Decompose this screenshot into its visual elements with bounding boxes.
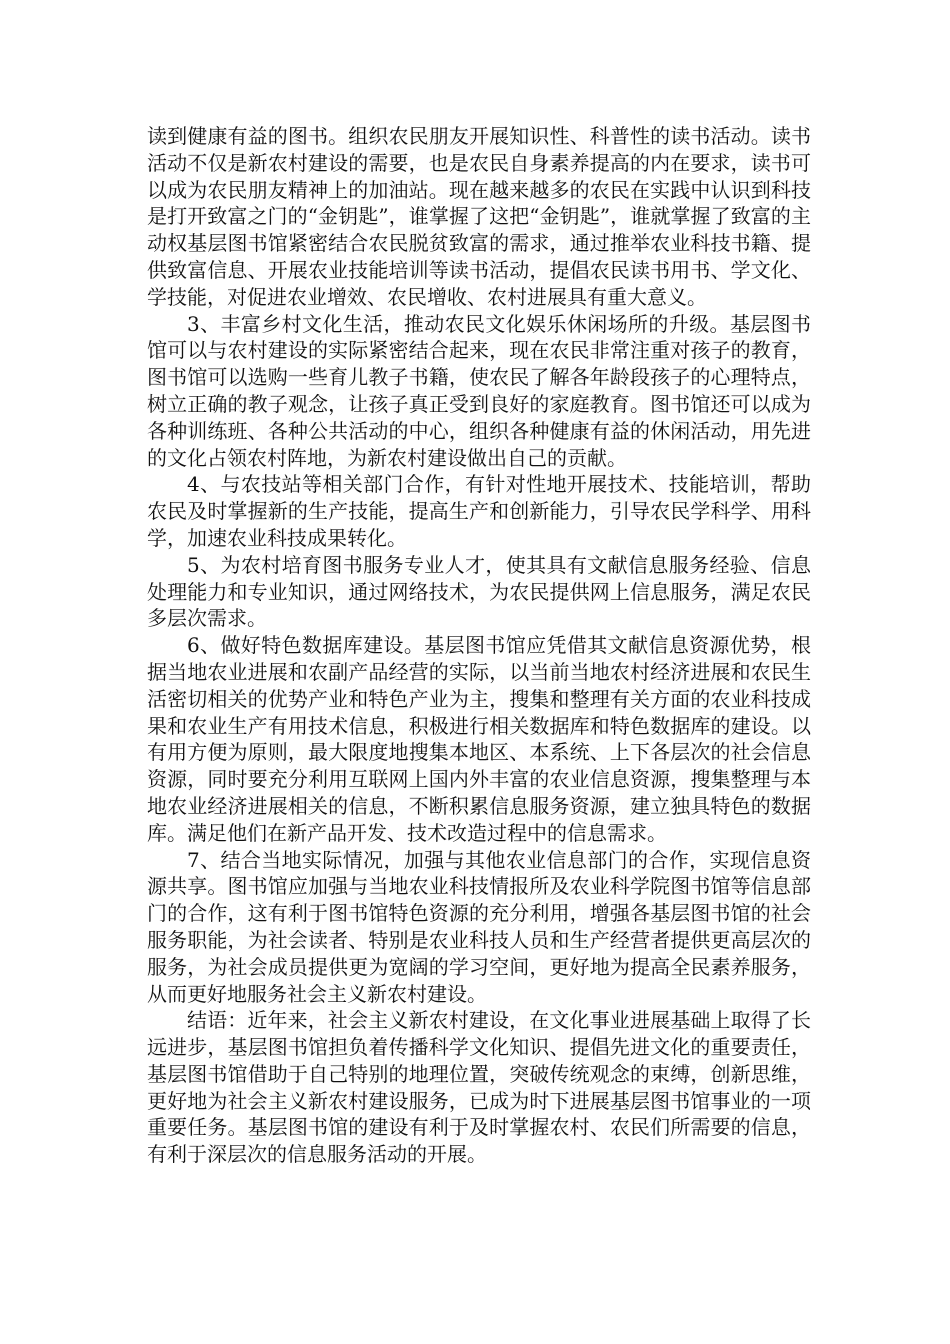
paragraph-item-5: 5、为农村培育图书服务专业人才，使其具有文献信息服务经验、信息处理能力和专业知识，通过网络技术，为农民提供网上信息服务，满足农民多层次需求。 — [147, 552, 811, 631]
paragraph-item-4: 4、与农技站等相关部门合作，有针对性地开展技术、技能培训，帮助农民及时掌握新的生产技能，提高生产和创新能力，引导农民学科学、用科学，加速农业科技成果转化。 — [147, 472, 811, 550]
paragraph-continuation: 读到健康有益的图书。组织农民朋友开展知识性、科普性的读书活动。读书活动不仅是新农村建设的需要，也是农民自身素养提高的内在要求，读书可以成为农民朋友精神上的加油站。现在越来越多的农民在实践中认识到科技是打开致富之门的“金钥匙”，谁掌握了这把“金钥匙”，谁就掌握了致富的主动权基层图书馆紧密结合农民脱贫致富的需求，通过推举农业科技书籍、提供致富信息、开展农业技能培训等读书活动，提倡农民读书用书、学文化、学技能，对促进农业增效、农民增收、农村进展具有重大意义。 — [147, 124, 811, 309]
paragraph-conclusion: 结语：近年来，社会主义新农村建设，在文化事业进展基础上取得了长远进步，基层图书馆担负着传播科学文化知识、提倡先进文化的重要责任，基层图书馆借助于自己特别的地理位置，突破传统观念的束缚，创新思维，更好地为社会主义新农村建设服务，已成为时下进展基层图书馆事业的一项重要任务。基层图书馆的建设有利于及时掌握农村、农民们所需要的信息，有利于深层次的信息服务活动的开展。 — [147, 1008, 811, 1167]
paragraph-item-3: 3、丰富乡村文化生活，推动农民文化娱乐休闲场所的升级。基层图书馆可以与农村建设的实际紧密结合起来，现在农民非常注重对孩子的教育，图书馆可以选购一些育儿教子书籍，使农民了解各年龄段孩子的心理特点，树立正确的教子观念，让孩子真正受到良好的家庭教育。图书馆还可以成为各种训练班、各种公共活动的中心，组织各种健康有益的休闲活动，用先进的文化占领农村阵地，为新农村建设做出自己的贡献。 — [147, 311, 811, 470]
paragraph-item-7: 7、结合当地实际情况，加强与其他农业信息部门的合作，实现信息资源共享。图书馆应加强与当地农业科技情报所及农业科学院图书馆等信息部门的合作，这有利于图书馆特色资源的充分利用，增强各基层图书馆的社会服务职能，为社会读者、特别是农业科技人员和生产经营者提供更高层次的服务，为社会成员提供更为宽阔的学习空间，更好地为提高全民素养服务，从而更好地服务社会主义新农村建设。 — [147, 847, 811, 1006]
paragraph-item-6: 6、做好特色数据库建设。基层图书馆应凭借其文献信息资源优势，根据当地农业进展和农副产品经营的实际，以当前当地农村经济进展和农民生活密切相关的优势产业和特色产业为主，搜集和整理有关方面的农业科技成果和农业生产有用技术信息，积极进行相关数据库和特色数据库的建设。以有用方便为原则，最大限度地搜集本地区、本系统、上下各层次的社会信息资源，同时要充分利用互联网上国内外丰富的农业信息资源，搜集整理与本地农业经济进展相关的信息，不断积累信息服务资源，建立独具特色的数据库。满足他们在新产品开发、技术改造过程中的信息需求。 — [147, 633, 811, 845]
body-text — [147, 123, 811, 1168]
